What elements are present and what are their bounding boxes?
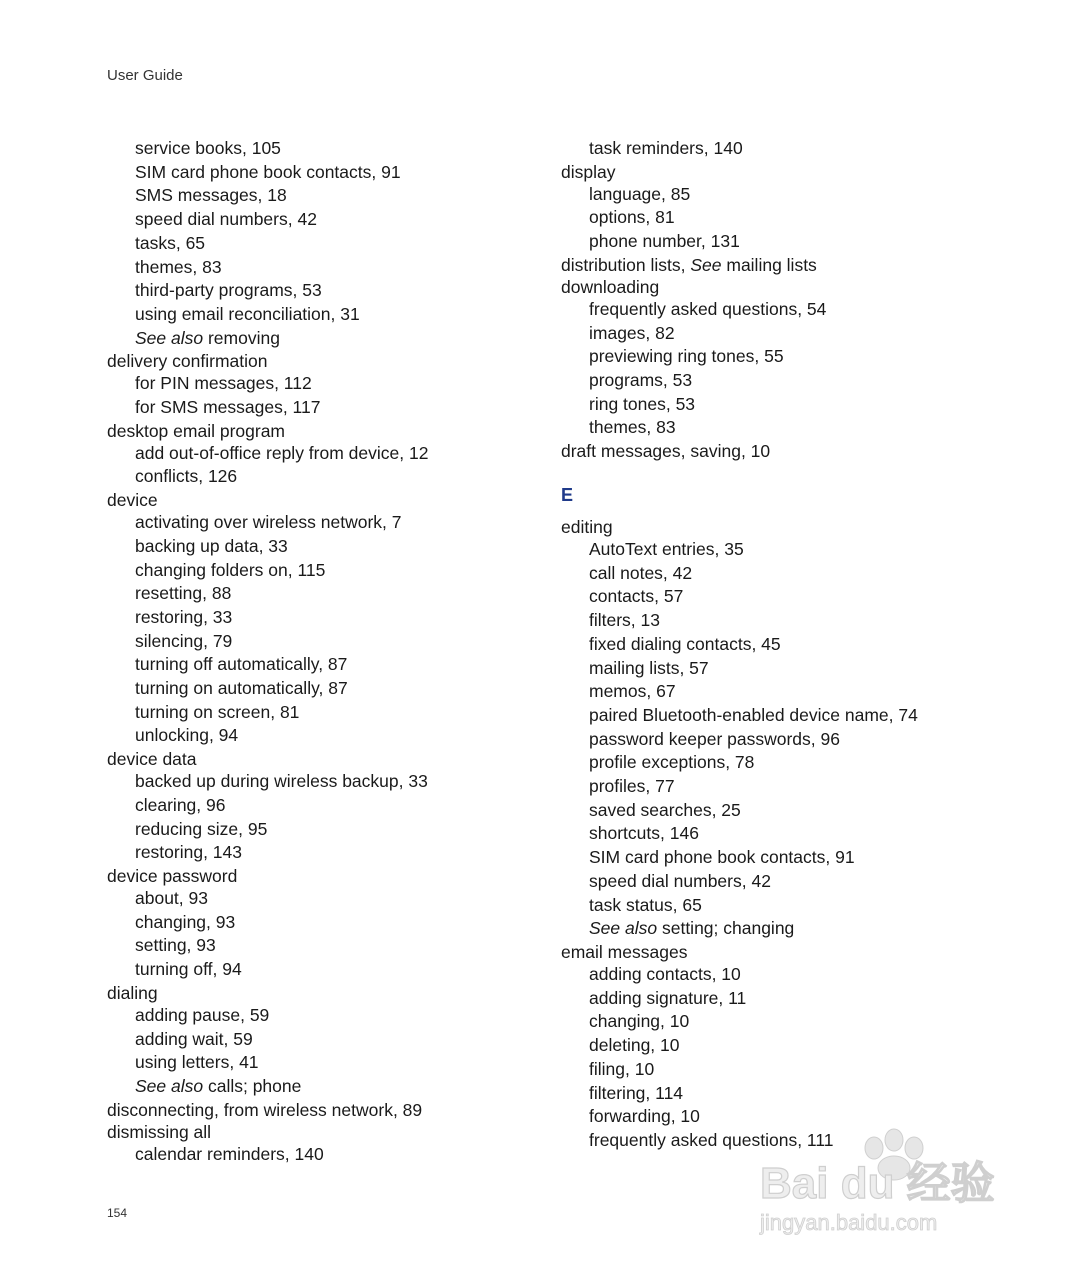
- index-subentry: [561, 585, 1031, 609]
- index-subentry: [561, 538, 1031, 562]
- index-subentry: [561, 870, 1031, 894]
- entry-text: saved searches, 25: [589, 799, 741, 820]
- index-subentry: [107, 396, 577, 420]
- index-entry: [107, 982, 577, 1004]
- entry-text: resetting, 88: [135, 583, 232, 604]
- entry-text: about, 93: [135, 887, 208, 908]
- entry-text: speed dial numbers, 42: [135, 209, 317, 230]
- index-subentry: [107, 372, 577, 396]
- index-subentry: [561, 846, 1031, 870]
- entry-text: backing up data, 33: [135, 535, 288, 556]
- entry-text: contacts, 57: [589, 586, 684, 607]
- index-subentry: [107, 327, 577, 351]
- index-entry: [107, 748, 577, 770]
- entry-text: memos, 67: [589, 681, 676, 702]
- entry-text: turning off, 94: [135, 959, 242, 980]
- entry-text: frequently asked questions, 54: [589, 298, 827, 319]
- index-subentry: [107, 841, 577, 865]
- index-letter-heading: E: [561, 485, 574, 506]
- entry-text: themes, 83: [589, 417, 676, 438]
- entry-text: turning on screen, 81: [135, 701, 300, 722]
- entry-text: draft messages, saving, 10: [561, 441, 771, 462]
- entry-text: setting; changing: [657, 918, 795, 939]
- entry-text: adding wait, 59: [135, 1028, 253, 1049]
- index-subentry: [107, 535, 577, 559]
- index-subentry: [107, 1028, 577, 1052]
- index-subentry: [107, 137, 577, 161]
- index-subentry: [107, 559, 577, 583]
- entry-text: for SMS messages, 117: [135, 397, 321, 418]
- index-subentry: [107, 1143, 577, 1167]
- entry-text: SIM card phone book contacts, 91: [135, 161, 401, 182]
- entry-text: forwarding, 10: [589, 1106, 700, 1127]
- entry-text: restoring, 143: [135, 842, 243, 863]
- entry-text: reducing size, 95: [135, 818, 268, 839]
- entry-text: desktop email program: [107, 420, 285, 441]
- entry-text: SIM card phone book contacts, 91: [589, 847, 855, 868]
- entry-text: add out-of-office reply from device, 12: [135, 442, 429, 463]
- index-subentry: [107, 630, 577, 654]
- index-subentry: [561, 137, 1031, 161]
- entry-text: AutoText entries, 35: [589, 539, 744, 560]
- index-subentry: [561, 633, 1031, 657]
- entry-text: setting, 93: [135, 935, 216, 956]
- index-subentry: [107, 794, 577, 818]
- index-subentry: [107, 442, 577, 466]
- index-column-left: [107, 137, 577, 1166]
- entry-text: adding contacts, 10: [589, 963, 741, 984]
- watermark-url: jingyan.baidu.com: [760, 1210, 938, 1235]
- index-subentry: [107, 911, 577, 935]
- entry-text: images, 82: [589, 322, 675, 343]
- entry-text: phone number, 131: [589, 231, 740, 252]
- index-subentry: [561, 345, 1031, 369]
- entry-text: task reminders, 140: [589, 138, 743, 158]
- entry-text: disconnecting, from wireless network, 89: [107, 1099, 423, 1120]
- entry-text: speed dial numbers, 42: [589, 870, 771, 891]
- index-subentry: [561, 704, 1031, 728]
- index-subentry: [107, 770, 577, 794]
- entry-text: dismissing all: [107, 1121, 212, 1142]
- index-subentry: [561, 416, 1031, 440]
- index-subentry: [561, 609, 1031, 633]
- entry-text: filters, 13: [589, 610, 660, 631]
- index-subentry: [561, 987, 1031, 1011]
- see-also-label: See also: [135, 327, 204, 348]
- index-subentry: [561, 1082, 1031, 1106]
- index-entry: [561, 161, 1031, 183]
- index-entry: [107, 1099, 577, 1121]
- index-entry: [107, 865, 577, 887]
- index-subentry: [107, 1075, 577, 1099]
- entry-text: themes, 83: [135, 256, 222, 277]
- entry-text: using letters, 41: [135, 1052, 259, 1073]
- index-subentry: [107, 208, 577, 232]
- index-subentry: [561, 751, 1031, 775]
- index-subentry: [561, 728, 1031, 752]
- entry-text: activating over wireless network, 7: [135, 512, 402, 533]
- index-subentry: [107, 653, 577, 677]
- index-entry: [561, 254, 1031, 276]
- index-subentry: [107, 701, 577, 725]
- entry-text: third-party programs, 53: [135, 280, 322, 301]
- entry-text: conflicts, 126: [135, 466, 238, 487]
- entry-text: task status, 65: [589, 894, 702, 915]
- index-entry: [561, 941, 1031, 963]
- entry-text: filtering, 114: [589, 1082, 684, 1103]
- index-subentry: [561, 1010, 1031, 1034]
- index-subentry: [107, 303, 577, 327]
- index-subentry: [107, 606, 577, 630]
- entry-text: profile exceptions, 78: [589, 752, 755, 773]
- index-subentry: [561, 963, 1031, 987]
- entry-text: fixed dialing contacts, 45: [589, 633, 781, 654]
- see-target-text: mailing lists: [721, 254, 817, 275]
- index-entry: [561, 276, 1031, 298]
- index-subentry: [561, 206, 1031, 230]
- index-subentry: [561, 183, 1031, 207]
- index-subentry: [107, 279, 577, 303]
- index-subentry: [107, 887, 577, 911]
- entry-text: removing: [203, 327, 280, 348]
- entry-text: mailing lists, 57: [589, 657, 709, 678]
- index-entry: [561, 440, 1031, 462]
- index-subentry: [107, 232, 577, 256]
- index-subentry: [107, 818, 577, 842]
- index-entry: [107, 350, 577, 372]
- entry-text: clearing, 96: [135, 794, 226, 815]
- index-entry: [107, 420, 577, 442]
- index-subentry: [107, 511, 577, 535]
- index-subentry: [107, 958, 577, 982]
- index-entry: [561, 516, 1031, 538]
- index-subentry: [561, 298, 1031, 322]
- index-subentry: [561, 369, 1031, 393]
- entry-text: calendar reminders, 140: [135, 1143, 324, 1164]
- index-subentry: [561, 775, 1031, 799]
- entry-text: adding signature, 11: [589, 987, 747, 1008]
- entry-text: turning on automatically, 87: [135, 678, 348, 699]
- baidu-jingyan-watermark: [752, 1118, 1012, 1238]
- entry-text: editing: [561, 517, 613, 538]
- entry-text: restoring, 33: [135, 606, 233, 627]
- entry-text: downloading: [561, 276, 660, 297]
- index-subentry: [561, 322, 1031, 346]
- entry-text: device data: [107, 749, 197, 770]
- index-column-right: [561, 137, 1031, 1153]
- index-subentry: [107, 465, 577, 489]
- entry-text: changing, 93: [135, 911, 236, 932]
- entry-text: turning off automatically, 87: [135, 654, 348, 675]
- index-subentry: [561, 393, 1031, 417]
- entry-text: distribution lists,: [561, 254, 691, 275]
- see-also-label: See also: [589, 918, 658, 939]
- entry-text: display: [561, 161, 616, 182]
- entry-text: password keeper passwords, 96: [589, 728, 840, 749]
- index-subentry: [107, 161, 577, 185]
- entry-text: deleting, 10: [589, 1035, 680, 1056]
- watermark-logo-text: Bai du 经验: [760, 1159, 995, 1208]
- entry-text: frequently asked questions, 111: [589, 1129, 834, 1150]
- entry-text: call notes, 42: [589, 562, 693, 583]
- index-subentry: [561, 562, 1031, 586]
- entry-text: filing, 10: [589, 1058, 655, 1079]
- running-header: User Guide: [107, 67, 183, 84]
- entry-text: changing folders on, 115: [135, 559, 326, 580]
- see-label: See: [690, 254, 722, 275]
- index-subentry: [107, 1004, 577, 1028]
- entry-text: service books, 105: [135, 138, 281, 158]
- entry-text: unlocking, 94: [135, 725, 239, 746]
- entry-text: email messages: [561, 941, 688, 962]
- entry-text: changing, 10: [589, 1011, 690, 1032]
- entry-text: ring tones, 53: [589, 393, 696, 414]
- index-subentry: [107, 184, 577, 208]
- entry-text: previewing ring tones, 55: [589, 346, 784, 367]
- entry-text: adding pause, 59: [135, 1004, 270, 1025]
- index-subentry: [107, 1051, 577, 1075]
- entry-text: shortcuts, 146: [589, 823, 699, 844]
- index-subentry: [107, 256, 577, 280]
- entry-text: silencing, 79: [135, 630, 233, 651]
- index-subentry: [561, 230, 1031, 254]
- see-also-label: See also: [135, 1075, 204, 1096]
- entry-text: backed up during wireless backup, 33: [135, 771, 428, 792]
- entry-text: device: [107, 490, 158, 511]
- index-subentry: [561, 657, 1031, 681]
- entry-text: language, 85: [589, 183, 691, 204]
- entry-text: for PIN messages, 112: [135, 373, 312, 394]
- index-subentry: [561, 799, 1031, 823]
- index-subentry: [561, 822, 1031, 846]
- entry-text: SMS messages, 18: [135, 185, 287, 206]
- entry-text: delivery confirmation: [107, 351, 268, 372]
- entry-text: options, 81: [589, 207, 675, 228]
- index-subentry: [561, 1034, 1031, 1058]
- entry-text: calls; phone: [203, 1075, 302, 1096]
- index-subentry: [561, 894, 1031, 918]
- entry-text: paired Bluetooth-enabled device name, 74: [589, 704, 918, 725]
- index-subentry: [561, 917, 1031, 941]
- index-subentry: [107, 724, 577, 748]
- page-number: 154: [107, 1206, 128, 1220]
- index-entry: [107, 489, 577, 511]
- index-subentry: [561, 1058, 1031, 1082]
- index-subentry: [107, 934, 577, 958]
- entry-text: tasks, 65: [135, 232, 206, 253]
- entry-text: dialing: [107, 982, 158, 1003]
- index-subentry: [561, 680, 1031, 704]
- entry-text: programs, 53: [589, 369, 693, 390]
- entry-text: device password: [107, 865, 238, 886]
- index-subentry: [107, 677, 577, 701]
- entry-text: profiles, 77: [589, 776, 675, 797]
- index-entry: [107, 1121, 577, 1143]
- index-subentry: [107, 582, 577, 606]
- entry-text: using email reconciliation, 31: [135, 303, 360, 324]
